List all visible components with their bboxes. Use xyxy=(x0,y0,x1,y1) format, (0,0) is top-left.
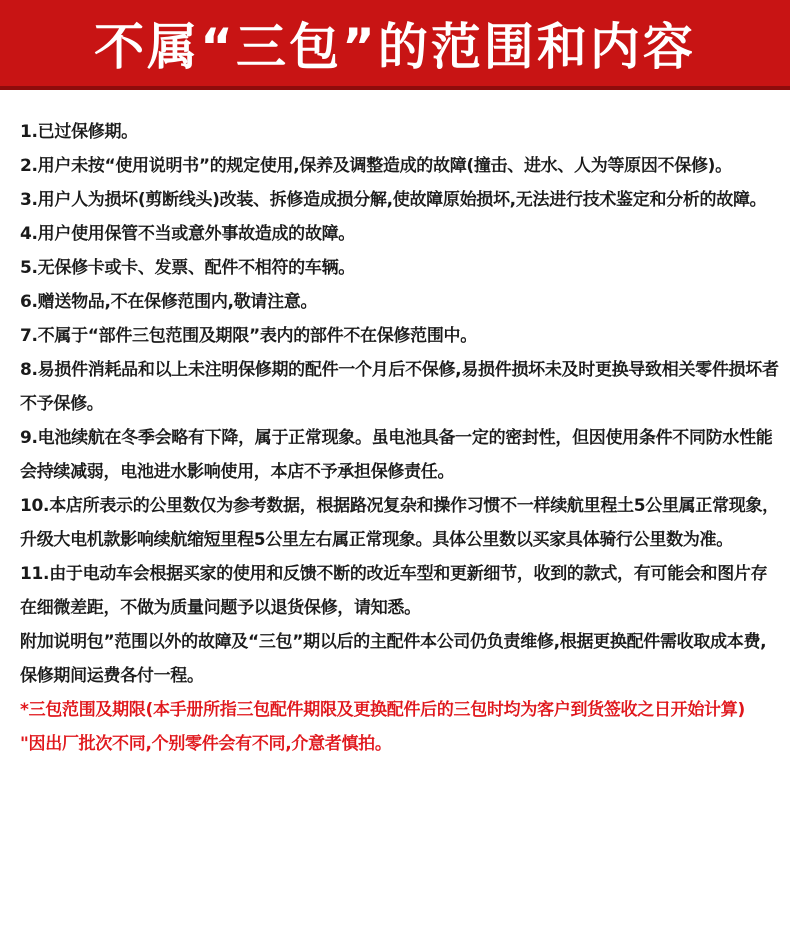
list-item: 8.易损件消耗品和以上未注明保修期的配件一个月后不保修,易损件损坏未及时更换导致相关零件损坏者不予保修。 xyxy=(20,360,779,414)
list-item: 9.电池续航在冬季会略有下降，属于正常现象。虽电池具备一定的密封性，但因使用条件不同防水性能会持续减弱，电池进水影响使用，本店不予承担保修责任。 xyxy=(20,428,773,482)
list-item: 1.已过保修期。 xyxy=(20,122,138,142)
list-item: 4.用户使用保管不当或意外事故造成的故障。 xyxy=(20,224,355,244)
page-title: 不属“三包”的范围和内容 xyxy=(94,18,696,76)
list-item: 6.赠送物品,不在保修范围内,敬请注意。 xyxy=(20,292,318,312)
list-item: 3.用户人为损坏(剪断线头)改装、拆修造成损分解,使故障原始损坏,无法进行技术鉴定和分析的故障。 xyxy=(20,190,767,210)
title-banner xyxy=(0,0,790,90)
terms-list xyxy=(20,115,782,761)
list-item: 7.不属于“部件三包范围及期限”表内的部件不在保修范围中。 xyxy=(20,326,477,346)
warranty-period-note: *三包范围及期限(本手册所指三包配件期限及更换配件后的三包时均为客户到货签收之日开始计算) xyxy=(20,700,745,720)
list-item: 10.本店所表示的公里数仅为参考数据，根据路况复杂和操作习惯不一样续航里程土5公里属正常现象，升级大电机款影响续航缩短里程5公里左右属正常现象。具体公里数以买家具体骑行公里数为准。 xyxy=(20,496,779,550)
list-item: 2.用户未按“使用说明书”的规定使用,保养及调整造成的故障(撞击、进水、人为等原因不保修)。 xyxy=(20,156,732,176)
list-item: 5.无保修卡或卡、发票、配件不相符的车辆。 xyxy=(20,258,355,278)
batch-difference-note: "因出厂批次不同,个别零件会有不同,介意者慎拍。 xyxy=(20,734,392,754)
list-item: 11.由于电动车会根据买家的使用和反馈不断的改近车型和更新细节，收到的款式，有可能会和图片存在细微差距，不做为质量问题予以退货保修，请知悉。 xyxy=(20,564,768,618)
additional-note: 附加说明包”范围以外的故障及“三包”期以后的主配件本公司仍负责维修,根据更换配件需收取成本费,保修期间运费各付一程。 xyxy=(20,632,767,686)
